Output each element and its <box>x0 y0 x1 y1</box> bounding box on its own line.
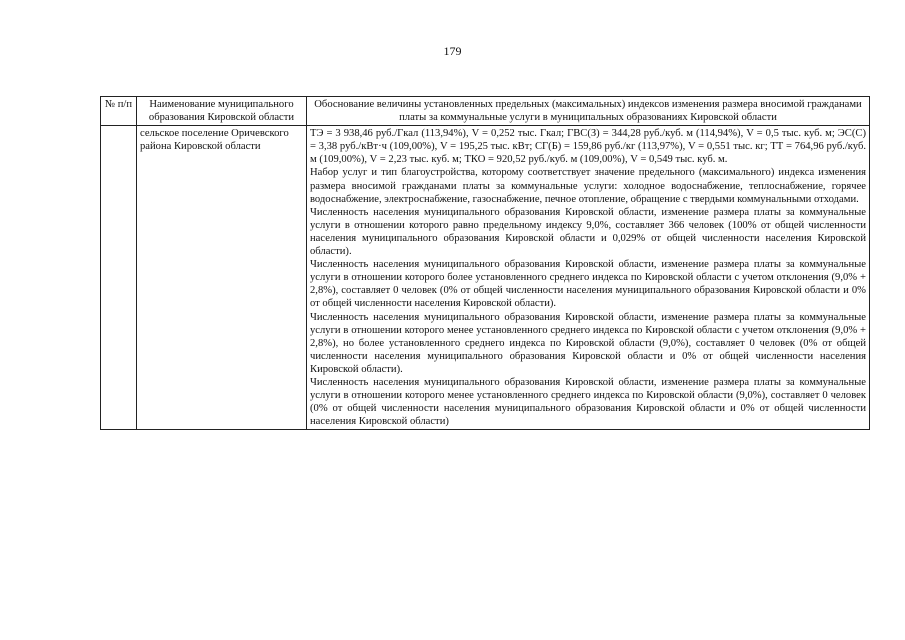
table-row <box>101 126 870 430</box>
tariff-values-paragraph: ТЭ = 3 938,46 руб./Гкал (113,94%), V = 0,252 тыс. Гкал; ГВС(З) = 344,28 руб./куб. м (114,94%), V = 0,5 тыс. куб. м; ЭС(С) = 3,38 руб./кВт·ч (109,00%), V = 195,25 тыс. кВт; СГ(Б) = 159,86 руб./кг (113,97%), V = 0,551 тыс. кг; ТТ = 764,96 руб./куб. м (109,00%), V = 2,23 тыс. куб. м; ТКО = 920,52 руб./куб. м (109,00%), V = 0,549 тыс. куб. м. <box>310 128 866 166</box>
index-rationale-table <box>100 96 870 430</box>
population-between-paragraph: Численность населения муниципального образования Кировской области, изменение размера платы за коммунальные услуги в отношении которого менее установленного среднего индекса по Кировской области с учетом отклонения (9,0% + 2,8%), но более установленного среднего индекса по Кировской области (9,0%), составляет 0 человек (0% от общей численности населения муниципального образования Кировской области и 0% от общей численности населения Кировской области). <box>310 311 866 375</box>
population-below-average-paragraph: Численность населения муниципального образования Кировской области, изменение размера платы за коммунальные услуги в отношении которого менее установленного среднего индекса по Кировской области (9,0%), составляет 0 человек (0% от общей численности населения муниципального образования Кировской области и 0% от общей численности населения Кировской области) <box>310 376 866 428</box>
header-municipality-name: Наименование муниципального образования Кировской области <box>137 97 307 126</box>
row-rationale <box>307 126 870 430</box>
header-rationale: Обоснование величины установленных предельных (максимальных) индексов изменения размера вносимой гражданами платы за коммунальные услуги в муниципальных образованиях Кировской области <box>307 97 870 126</box>
row-municipality-name: сельское поселение Оричевского района Кировской области <box>137 126 307 430</box>
table-header-row <box>101 97 870 126</box>
services-set-paragraph: Набор услуг и тип благоустройства, которому соответствует значение предельного (максимального) индекса изменения размера вносимой гражданами платы за коммунальные услуги: холодное водоснабжение, теплоснабжение, горячее водоснабжение, электроснабжение, газоснабжение, печное отопление, обращение с твердыми коммунальными отходами. <box>310 167 866 205</box>
population-above-deviation-paragraph: Численность населения муниципального образования Кировской области, изменение размера платы за коммунальные услуги в отношении которого более установленного среднего индекса по Кировской области с учетом отклонения (9,0% + 2,8%), составляет 0 человек (0% от общей численности населения муниципального образования Кировской области и 0% от общей численности населения Кировской области). <box>310 259 866 310</box>
page-number: 179 <box>443 44 462 58</box>
row-number <box>101 126 137 430</box>
population-equal-index-paragraph: Численность населения муниципального образования Кировской области, изменение размера платы за коммунальные услуги в отношении которого равно предельному индексу 9,0%, составляет 366 человек (100% от общей численности населения муниципального образования Кировской области и 0,029% от общей численности населения Кировской области). <box>310 206 866 258</box>
header-number: № п/п <box>101 97 137 126</box>
